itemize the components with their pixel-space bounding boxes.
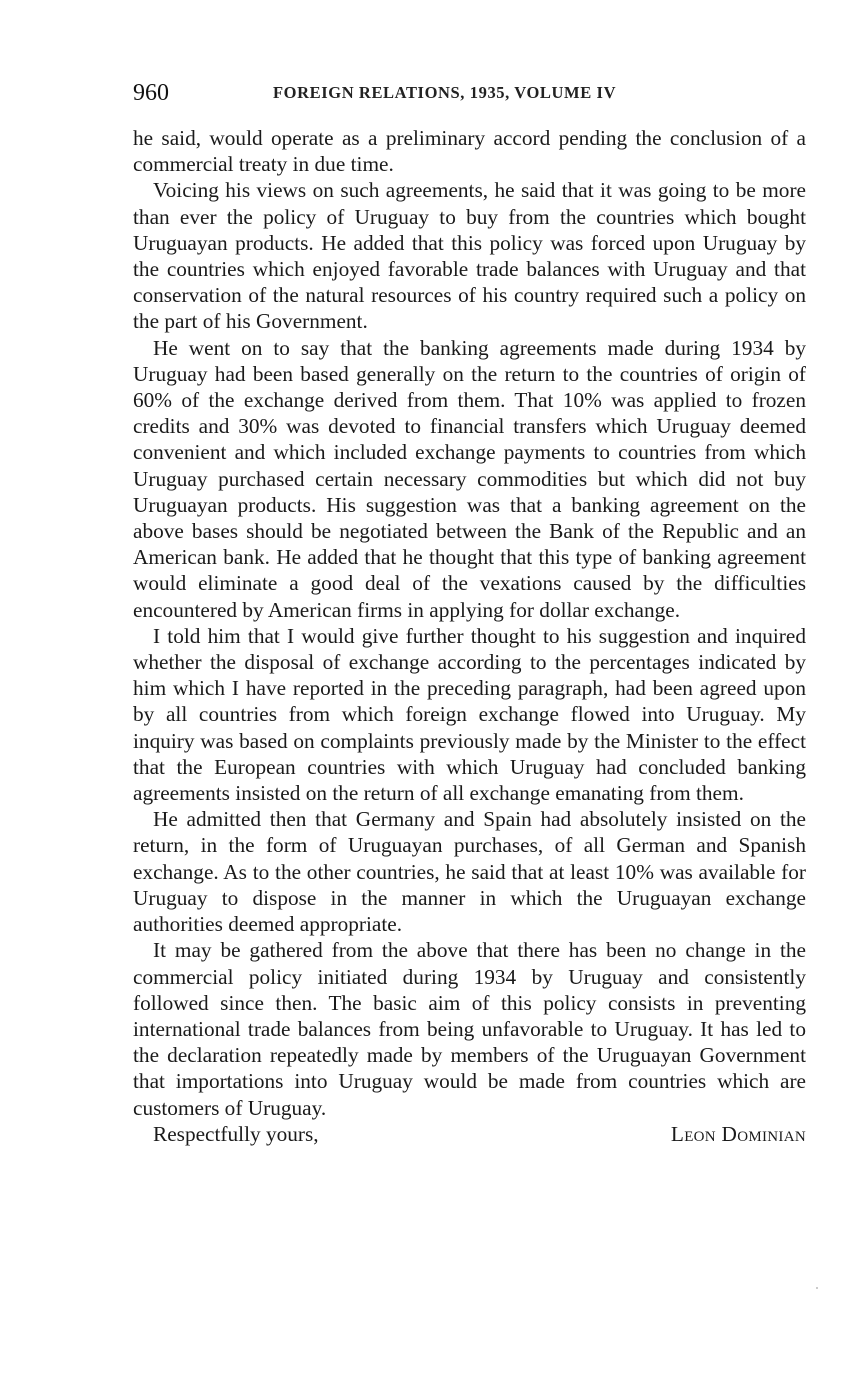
letter-closing: [133, 1121, 806, 1148]
running-header: [133, 78, 806, 112]
complimentary-close: Respectfully yours,: [153, 1121, 319, 1146]
signature: Leon Dominian: [670, 1121, 806, 1146]
paragraph: Voicing his views on such agreements, he said that it was going to be more than ever the policy of Uruguay to buy from the countries which bought Uruguayan products. He added that this policy was forced upon Uruguay by the countries which enjoyed favorable trade balances with Uruguay and that conservation of the natural resources of his country required such a policy on the part of his Government.: [133, 178, 806, 334]
page-number: 960: [133, 80, 169, 106]
paragraph-continuation: he said, would operate as a preliminary accord pending the conclusion of a commercial treaty in due time.: [133, 126, 806, 177]
running-header-title: FOREIGN RELATIONS, 1935, VOLUME IV: [273, 83, 617, 102]
paragraph: He went on to say that the banking agreements made during 1934 by Uruguay had been based generally on the return to the countries of origin of 60% of the exchange derived from them. That 10% was applied to frozen credits and 30% was devoted to financial transfers which Uruguay deemed convenient and which included exchange payments to countries from which Uruguay purchased certain necessary commodities but which did not buy Uruguayan products. His suggestion was that a banking agreement on the above bases should be negotiated between the Bank of the Republic and an American bank. He added that he thought that this type of banking agreement would eliminate a good deal of the vexations caused by the difficulties encountered by American firms in applying for dollar exchange.: [133, 335, 806, 622]
scan-speck: [816, 1287, 818, 1289]
paragraph: It may be gathered from the above that there has been no change in the commercial policy initiated during 1934 by Uruguay and consistently followed since then. The basic aim of this policy consists in preventing international trade balances from being unfavorable to Uruguay. It has led to the declaration repeatedly made by members of the Uruguayan Government that importations into Uruguay would be made from countries which are customers of Uruguay.: [133, 938, 806, 1120]
document-page: [133, 78, 806, 1148]
paragraph: He admitted then that Germany and Spain had absolutely insisted on the return, in the form of Uruguayan purchases, of all German and Spanish exchange. As to the other countries, he said that at least 10% was available for Uruguay to dispose in the manner in which the Uruguayan exchange authorities deemed appropriate.: [133, 807, 806, 937]
letter-body: [133, 125, 806, 1121]
paragraph: I told him that I would give further thought to his suggestion and inquired whether the disposal of exchange according to the percentages indicated by him which I have reported in the preceding paragraph, had been agreed upon by all countries from which foreign exchange flowed into Uruguay. My inquiry was based on complaints previously made by the Minister to the effect that the European countries with which Uruguay had concluded banking agreements insisted on the return of all exchange emanating from them.: [133, 623, 806, 806]
